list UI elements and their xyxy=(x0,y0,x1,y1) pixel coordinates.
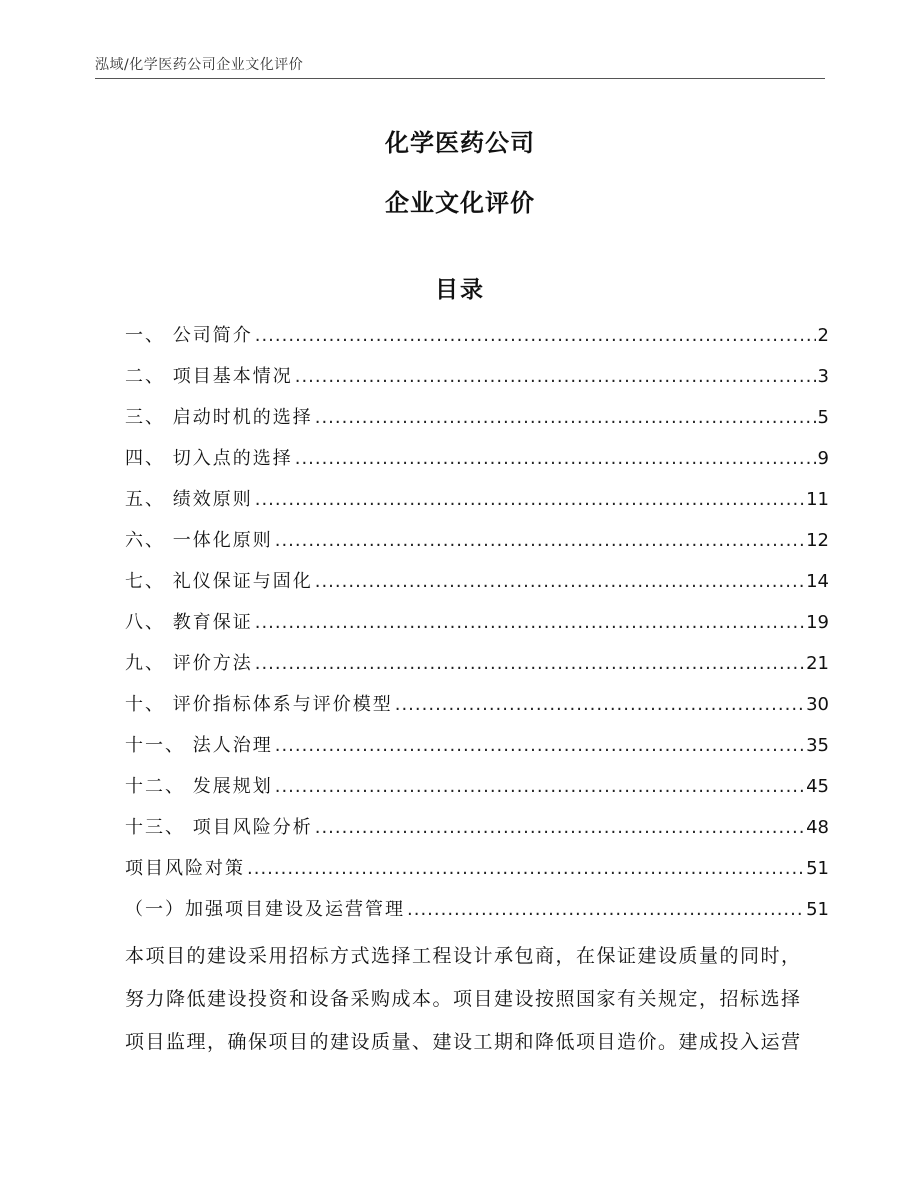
body-paragraph-line: 努力降低建设投资和设备采购成本。项目建设按照国家有关规定，招标选择 xyxy=(125,988,802,1010)
toc-entry-label: 十二、 发展规划 xyxy=(125,776,273,797)
document-title-line-2: 企业文化评价 xyxy=(385,189,535,217)
body-paragraph-line: 本项目的建设采用招标方式选择工程设计承包商，在保证建设质量的同时， xyxy=(125,945,802,967)
toc-entry-page: 14 xyxy=(806,571,829,592)
toc-entry-label: 二、 项目基本情况 xyxy=(125,366,293,387)
toc-entry-page: 9 xyxy=(817,448,829,469)
toc-entry-label: 一、 公司简介 xyxy=(125,325,253,346)
toc-entry-label: 十一、 法人治理 xyxy=(125,735,273,756)
toc-entry-page: 51 xyxy=(806,899,829,920)
toc-entry[interactable] xyxy=(125,525,829,566)
document-title-line-1: 化学医药公司 xyxy=(385,129,535,157)
toc-entry[interactable] xyxy=(125,484,829,525)
toc-leader-dots xyxy=(295,361,816,393)
toc-leader-dots xyxy=(275,771,804,803)
toc-leader-dots xyxy=(255,484,804,516)
toc-entry[interactable] xyxy=(125,894,829,935)
toc-entry-page: 19 xyxy=(806,612,829,633)
toc-entry-label: （一）加强项目建设及运营管理 xyxy=(125,899,405,920)
toc-leader-dots xyxy=(275,525,804,557)
toc-entry-label: 七、 礼仪保证与固化 xyxy=(125,571,313,592)
toc-heading: 目录 xyxy=(435,277,485,303)
toc-entry[interactable] xyxy=(125,771,829,812)
body-paragraph-line: 项目监理，确保项目的建设质量、建设工期和降低项目造价。建成投入运营 xyxy=(125,1031,802,1053)
toc-entry-page: 11 xyxy=(806,489,829,510)
toc-entry[interactable] xyxy=(125,812,829,853)
toc-entry-page: 5 xyxy=(817,407,829,428)
toc-entry[interactable] xyxy=(125,361,829,402)
toc-entry-label: 十、 评价指标体系与评价模型 xyxy=(125,694,393,715)
toc-entry[interactable] xyxy=(125,689,829,730)
toc-entry-page: 21 xyxy=(806,653,829,674)
toc-entry[interactable] xyxy=(125,566,829,607)
toc-entry-label: 十三、 项目风险分析 xyxy=(125,817,313,838)
toc-entry-label: 六、 一体化原则 xyxy=(125,530,273,551)
toc-entry-page: 30 xyxy=(806,694,829,715)
toc-entry-label: 五、 绩效原则 xyxy=(125,489,253,510)
table-of-contents xyxy=(125,320,829,935)
toc-leader-dots xyxy=(275,730,804,762)
toc-entry-label: 八、 教育保证 xyxy=(125,612,253,633)
toc-entry[interactable] xyxy=(125,730,829,771)
toc-leader-dots xyxy=(315,402,816,434)
toc-leader-dots xyxy=(295,443,816,475)
toc-leader-dots xyxy=(315,566,804,598)
toc-entry-page: 3 xyxy=(817,366,829,387)
toc-entry-label: 三、 启动时机的选择 xyxy=(125,407,313,428)
toc-leader-dots xyxy=(315,812,804,844)
toc-entry-page: 2 xyxy=(817,325,829,346)
toc-leader-dots xyxy=(407,894,804,926)
toc-entry[interactable] xyxy=(125,443,829,484)
toc-leader-dots xyxy=(255,648,804,680)
toc-entry-page: 45 xyxy=(806,776,829,797)
toc-entry-label: 项目风险对策 xyxy=(125,858,245,879)
body-paragraph xyxy=(125,935,825,1064)
toc-entry-label: 九、 评价方法 xyxy=(125,653,253,674)
running-header: 泓域/化学医药公司企业文化评价 xyxy=(95,57,304,73)
toc-entry-page: 12 xyxy=(806,530,829,551)
toc-entry-page: 35 xyxy=(806,735,829,756)
toc-leader-dots xyxy=(247,853,804,885)
toc-entry[interactable] xyxy=(125,607,829,648)
toc-leader-dots xyxy=(395,689,804,721)
toc-leader-dots xyxy=(255,607,804,639)
toc-entry-page: 48 xyxy=(806,817,829,838)
toc-entry-label: 四、 切入点的选择 xyxy=(125,448,293,469)
toc-entry-page: 51 xyxy=(806,858,829,879)
toc-entry[interactable] xyxy=(125,853,829,894)
toc-entry[interactable] xyxy=(125,648,829,689)
header-divider xyxy=(95,78,825,79)
toc-entry[interactable] xyxy=(125,402,829,443)
toc-leader-dots xyxy=(255,320,816,352)
toc-entry[interactable] xyxy=(125,320,829,361)
